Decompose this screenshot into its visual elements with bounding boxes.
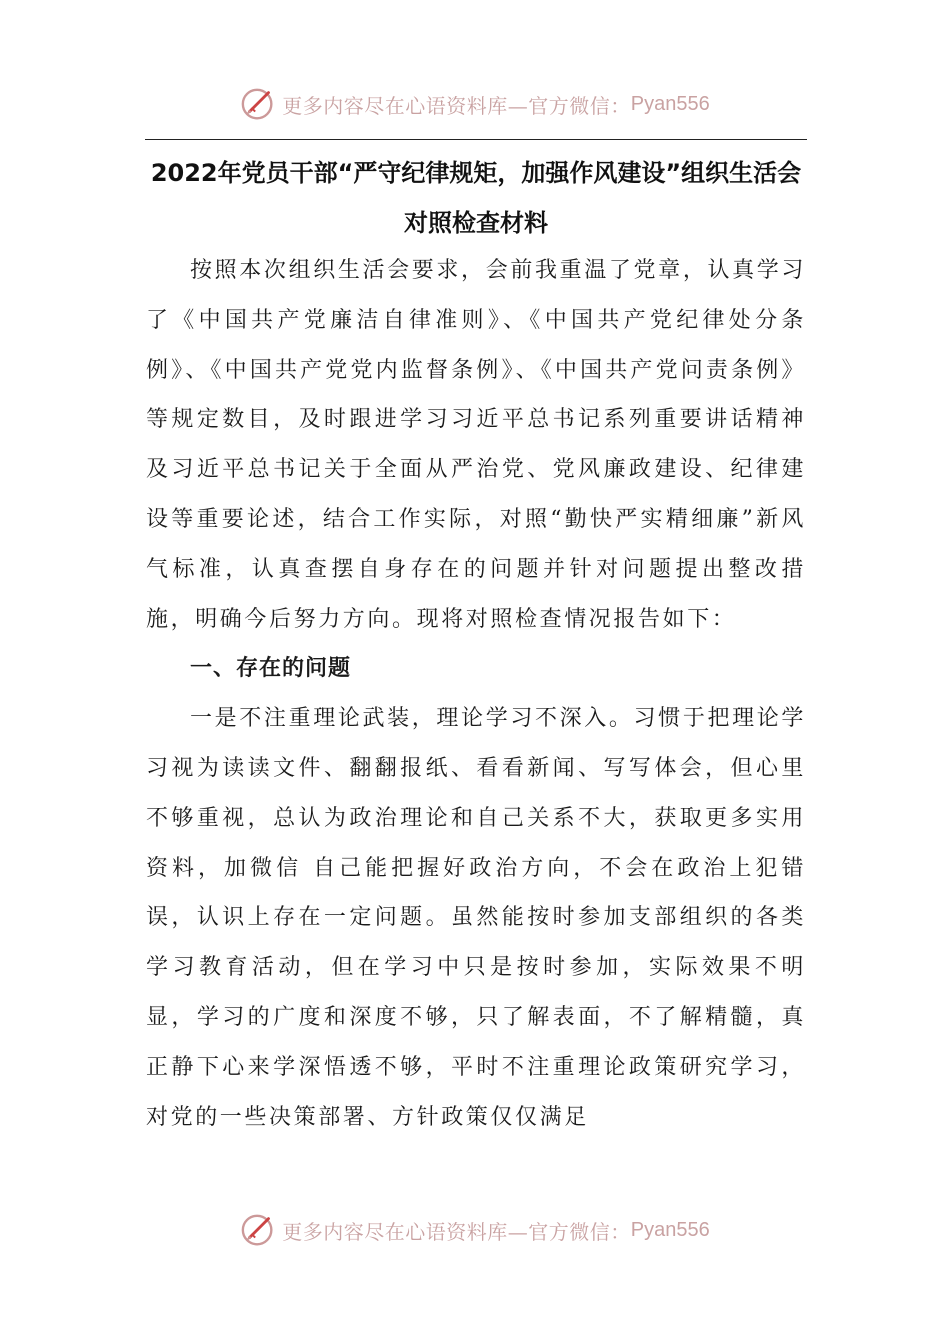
watermark-wechat-id: Pyan556 bbox=[630, 1218, 710, 1241]
watermark-text: 更多内容尽在心语资料库—官方微信： bbox=[282, 1219, 631, 1244]
watermark-header bbox=[0, 82, 950, 126]
document-title: 2022年党员干部“严守纪律规矩，加强作风建设”组织生活会对照检查材料 bbox=[150, 159, 802, 237]
watermark-footer bbox=[0, 1208, 950, 1252]
section-heading-problems: 一、存在的问题 bbox=[190, 656, 352, 682]
section1-paragraph: 一是不注重理论武装，理论学习不深入。习惯于把理论学习视为读读文件、翻翻报纸、看看新闻、写写体会，但心里不够重视，总认为政治理论和自己关系不大，获取更多实用资料，加微信 自己能把握好政治方向，不会在政治上犯错误，认识上存在一定问题。虽然能按时参加支部组织的各类学习教育活动，但在学习中只是按时参加，实际效果不明显，学习的广度和深度不够，只了解表面，不了解精髓，真正静下心来学深悟透不够，平时不注重理论政策研究学习，对党的一些决策部署、方针政策仅仅满足 bbox=[146, 706, 806, 1130]
header-rule bbox=[145, 139, 807, 140]
watermark-text: 更多内容尽在心语资料库—官方微信： bbox=[282, 93, 631, 118]
pen-logo-icon bbox=[240, 85, 278, 123]
document-body bbox=[146, 246, 806, 1142]
pen-logo-icon bbox=[240, 1211, 278, 1249]
intro-paragraph: 按照本次组织生活会要求，会前我重温了党章，认真学习了《中国共产党廉洁自律准则》、《中国共产党纪律处分条例》、《中国共产党党内监督条例》、《中国共产党问责条例》等规定数目，及时跟进学习习近平总书记系列重要讲话精神及习近平总书记关于全面从严治党、党风廉政建设、纪律建设等重要论述，结合工作实际，对照“勤快严实精细廉”新风气标准，认真查摆自身存在的问题并针对问题提出整改措施，明确今后努力方向。现将对照检查情况报告如下： bbox=[146, 258, 806, 632]
watermark-wechat-id: Pyan556 bbox=[630, 92, 710, 115]
